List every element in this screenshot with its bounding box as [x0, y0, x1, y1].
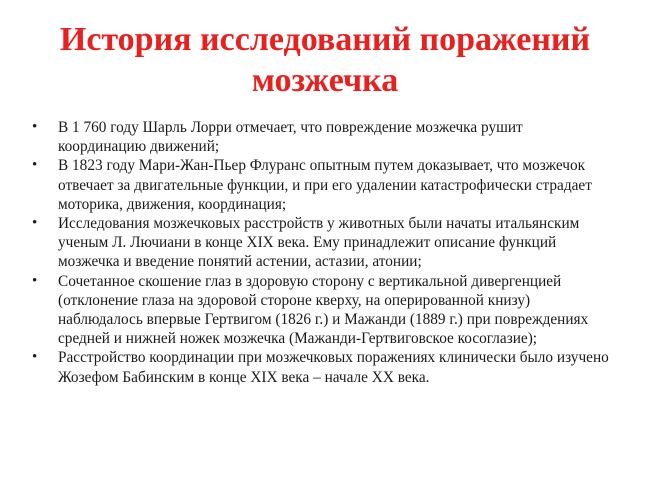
bullet-text: Исследования мозжечковых расстройств у животных были начаты итальянским ученым Л. Лючиани в конце XIX века. Ему принадлежит описание функций мозжечка и введение понятий астении, астазии, атонии;: [58, 215, 580, 271]
bullet-item-lorry: [30, 118, 610, 156]
slide-title-line-2: мозжечка: [251, 62, 399, 99]
bullet-list: [30, 118, 610, 387]
bullet-icon: •: [32, 157, 38, 174]
bullet-item-hertwig-magendie: [30, 272, 610, 349]
bullet-text: В 1823 году Мари-Жан-Пьер Флуранс опытным путем доказывает, что мозжечок отвечает за двигательные функции, и при его удалении катастрофически страдает моторика, движения, координация;: [58, 157, 592, 213]
bullet-icon: •: [32, 272, 38, 289]
bullet-item-babinski: [30, 348, 610, 386]
bullet-icon: •: [32, 349, 38, 366]
bullet-item-luciani: [30, 214, 610, 272]
bullet-text: Сочетанное скошение глаз в здоровую сторону с вертикальной дивергенцией (отклонение глаза на здоровой стороне кверху, на оперированной книзу) наблюдалось впервые Гертвигом (1826 г.) и Мажанди (1889 г.) при повреждениях средней и нижней ножек мозжечка (Мажанди-Гертвиговское косоглазие);: [58, 272, 589, 348]
bullet-icon: •: [32, 215, 38, 232]
slide-title-line-1: История исследований поражений: [59, 21, 591, 58]
slide-title: [20, 19, 630, 101]
bullet-icon: •: [32, 119, 38, 135]
bullet-item-flourens: [30, 156, 610, 214]
bullet-text: Расстройство координации при мозжечковых поражениях клинически было изучено Жозефом Бабинским в конце XIX века – начале XX века.: [58, 349, 609, 386]
bullet-text: В 1 760 году Шарль Лорри отмечает, что повреждение мозжечка рушит координацию движений;: [58, 119, 523, 156]
